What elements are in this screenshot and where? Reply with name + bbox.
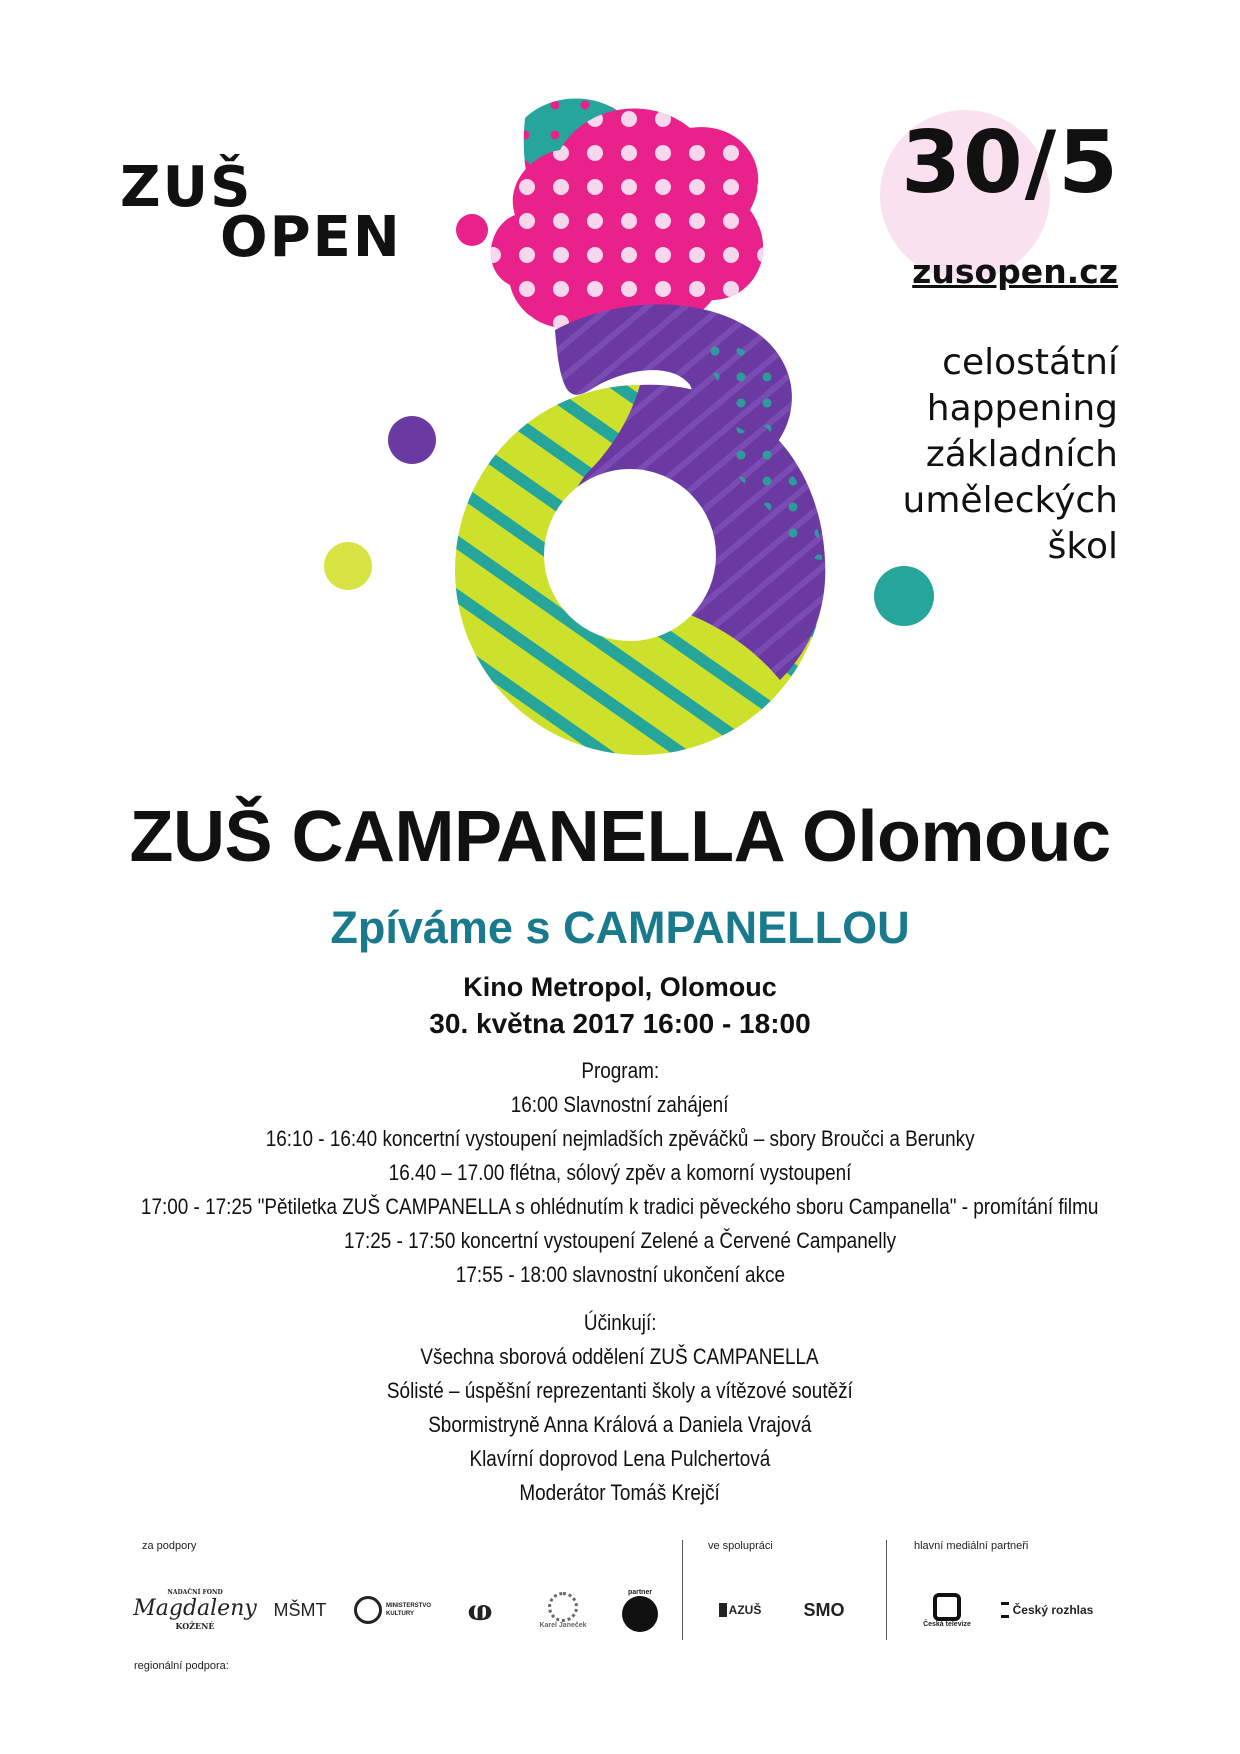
partner-emblem-icon <box>622 1596 658 1632</box>
program-item: 16:00 Slavnostní zahájení <box>511 1092 729 1117</box>
smo-logo: SMO <box>803 1599 845 1620</box>
performers-section <box>0 1306 1240 1510</box>
program-heading: Program: <box>581 1058 659 1083</box>
tagline-line: škol <box>1047 526 1118 567</box>
media-label: hlavní mediální partneři <box>914 1540 1029 1552</box>
website-link[interactable]: zusopen.cz <box>912 252 1118 291</box>
dot-teal <box>874 566 934 626</box>
event-date-short: 30/5 <box>901 113 1120 213</box>
dot-lime <box>324 542 372 590</box>
performer-item: Sólisté – úspěšní reprezentanti školy a vítězové soutěží <box>387 1378 853 1403</box>
eight-ring <box>455 385 825 755</box>
program-item: 17:25 - 17:50 koncertní vystoupení Zelené a Červené Campanelly <box>343 1228 897 1253</box>
ceska-televize-logo: Česká televize <box>914 1580 980 1640</box>
footer-divider <box>682 1540 683 1640</box>
ministerstvo-emblem-icon <box>354 1596 382 1624</box>
tagline-line: uměleckých <box>902 480 1118 521</box>
dot-purple <box>388 416 436 464</box>
regional-support-label: regionální podpora: <box>134 1660 229 1672</box>
school-name: ZUŠ CAMPANELLA Olomouc <box>129 797 1111 877</box>
event-datetime: 30. května 2017 16:00 - 18:00 <box>429 1008 811 1039</box>
logo-line-open: OPEN <box>220 205 402 270</box>
logo-line-zus: ZUŠ <box>120 155 253 220</box>
sponsors-footer <box>130 1540 1110 1700</box>
program-item: 17:55 - 18:00 slavnostní ukončení akce <box>455 1262 785 1287</box>
performer-item: Klavírní doprovod Lena Pulchertová <box>469 1446 771 1471</box>
performer-item: Sbormistryně Anna Králová a Daniela Vrajová <box>428 1412 812 1437</box>
decorative-eight-graphic <box>300 80 980 800</box>
karel-janecek-logo: Karel Janeček <box>530 1580 596 1640</box>
ct-emblem-icon <box>933 1593 961 1621</box>
performer-item: Moderátor Tomáš Krejčí <box>519 1480 721 1505</box>
program-section <box>0 1054 1240 1292</box>
cooperation-label: ve spolupráci <box>708 1540 773 1552</box>
dot-pink <box>456 214 488 246</box>
magdaleny-kozene-logo: NADAČNÍ FOND Magdaleny KOŽENÉ <box>133 1589 257 1631</box>
partner-logo: partner <box>610 1580 670 1640</box>
program-item: 16.40 – 17.00 flétna, sólový zpěv a komorní vystoupení <box>388 1160 852 1185</box>
ministerstvo-kultury-logo: MINISTERSTVO KULTURY <box>352 1580 448 1640</box>
msmt-logo: MŠMT <box>273 1599 327 1620</box>
event-title: Zpíváme s CAMPANELLOU <box>330 902 910 953</box>
janecek-emblem-icon <box>548 1592 578 1622</box>
cro-emblem-icon <box>1001 1602 1009 1618</box>
tagline-line: základních <box>925 434 1118 475</box>
fp-logo-icon: ⱷ <box>467 1593 493 1627</box>
cesky-rozhlas-logo: Český rozhlas <box>992 1580 1102 1640</box>
azus-logo: AZUŠ <box>710 1580 770 1640</box>
program-item: 16:10 - 16:40 koncertní vystoupení nejmladších zpěváčků – sbory Broučci a Berunky <box>265 1126 975 1151</box>
support-label: za podpory <box>142 1540 197 1552</box>
event-venue: Kino Metropol, Olomouc <box>463 972 777 1002</box>
performers-heading: Účinkují: <box>583 1310 657 1335</box>
tagline-line: celostátní <box>942 342 1118 383</box>
tagline-line: happening <box>926 388 1118 429</box>
footer-divider <box>886 1540 887 1640</box>
performer-item: Všechna sborová oddělení ZUŠ CAMPANELLA <box>420 1344 820 1369</box>
program-item: 17:00 - 17:25 "Pětiletka ZUŠ CAMPANELLA s ohlédnutím k tradici pěveckého sboru Campanella" - promítání filmu <box>141 1194 1099 1219</box>
